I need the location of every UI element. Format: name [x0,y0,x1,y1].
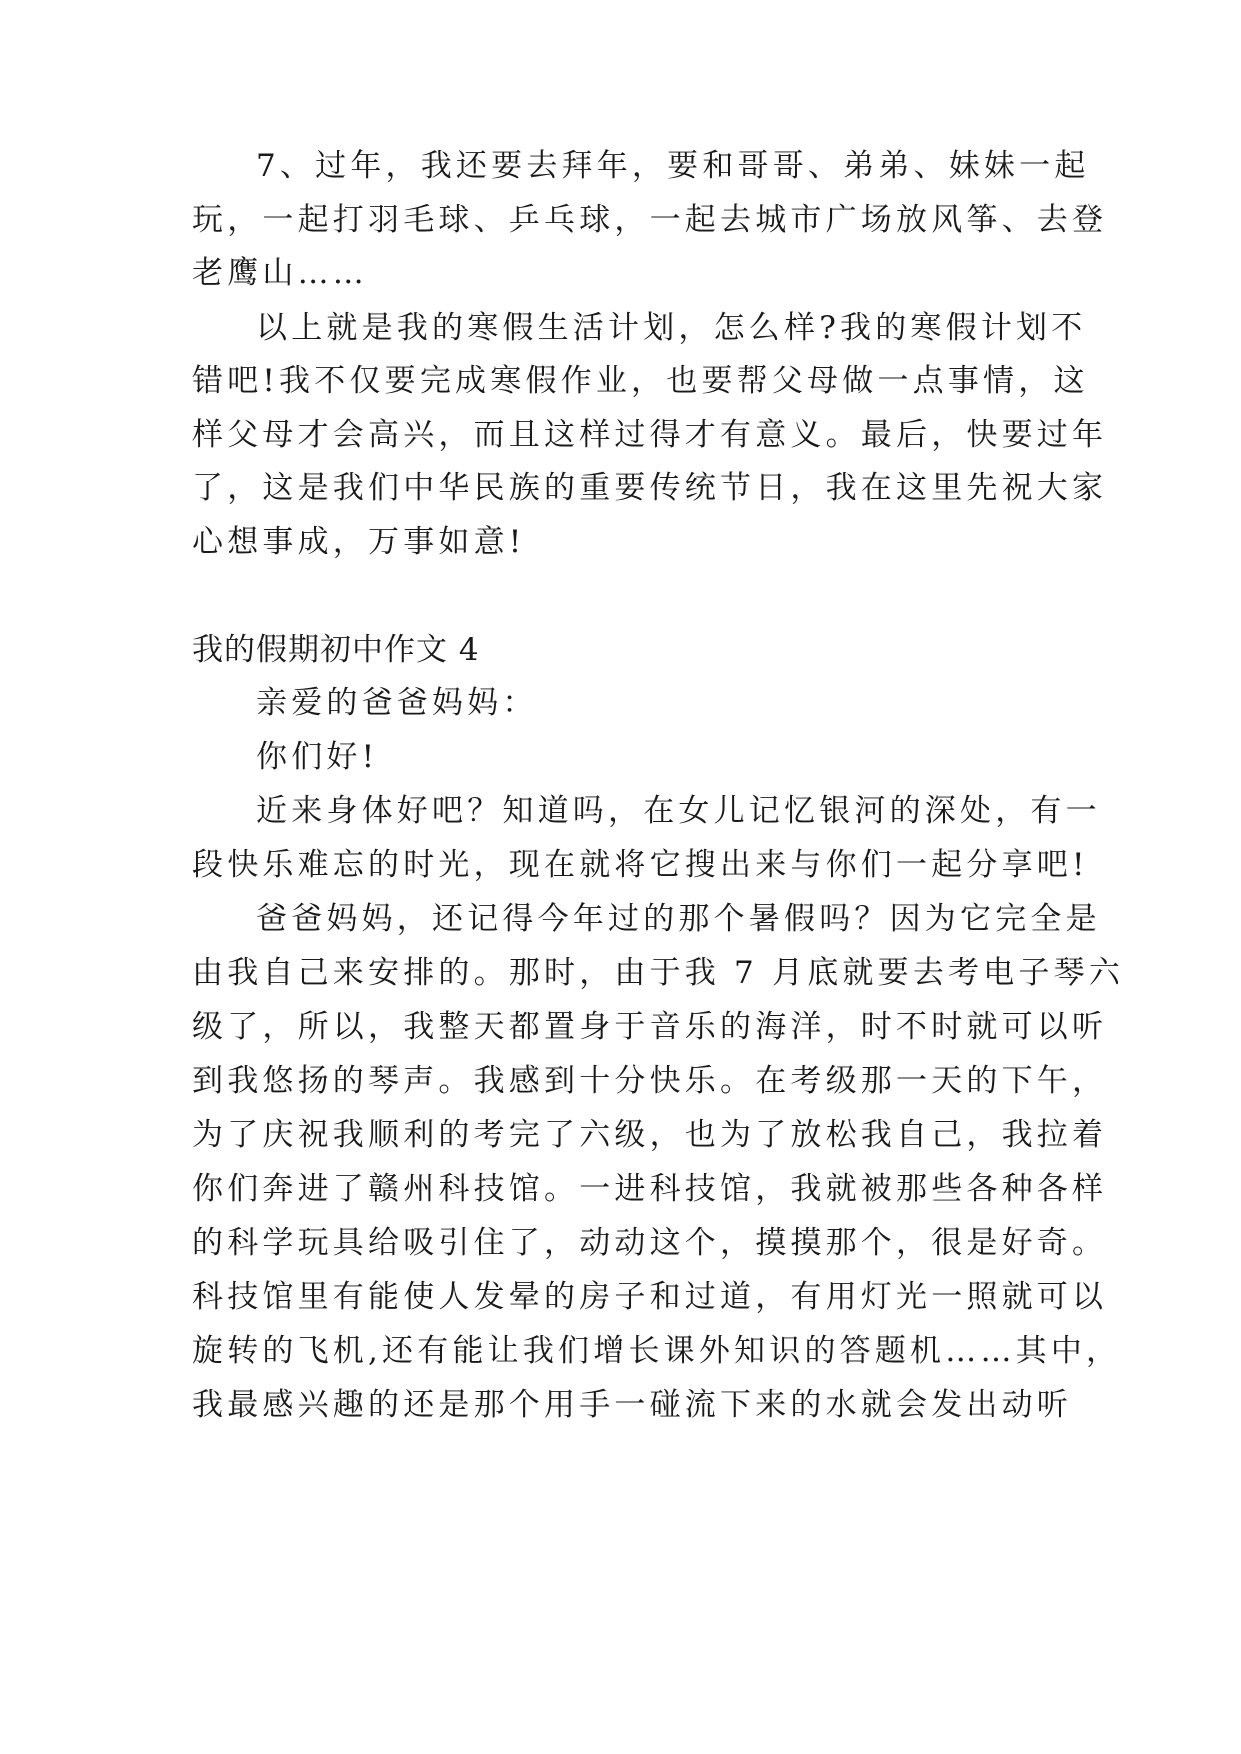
salutation: 亲爱的爸爸妈妈： [256,685,538,721]
paragraph-line: 错吧!我不仅要完成寒假作业，也要帮父母做一点事情，这 [192,363,1089,399]
paragraph-line: 的科学玩具给吸引住了，动动这个，摸摸那个，很是好奇。 [192,1225,1108,1261]
greeting: 你们好! [256,739,379,775]
paragraph-line: 科技馆里有能使人发晕的房子和过道，有用灯光一照就可以 [192,1279,1108,1315]
paragraph-line: 你们奔进了赣州科技馆。一进科技馆，我就被那些各种各样 [192,1171,1108,1207]
paragraph-line: 到我悠扬的琴声。我感到十分快乐。在考级那一天的下午， [192,1063,1108,1099]
paragraph-line: 心想事成，万事如意! [192,524,526,560]
section-heading: 我的假期初中作文 4 [192,632,480,668]
paragraph-line: 以上就是我的寒假生活计划，怎么样?我的寒假计划不 [256,310,1087,346]
paragraph-line: 爸爸妈妈，还记得今年过的那个暑假吗？因为它完全是 [256,901,1101,937]
paragraph-line: 段快乐难忘的时光，现在就将它搜出来与你们一起分享吧! [192,847,1089,883]
paragraph-line: 玩，一起打羽毛球、乒乓球，一起去城市广场放风筝、去登 [192,202,1108,238]
paragraph-line: 级了，所以，我整天都置身于音乐的海洋，时不时就可以听 [192,1009,1108,1045]
paragraph-line: 老鹰山…… [192,255,368,291]
paragraph-line: 由我自己来安排的。那时，由于我 7 月底就要去考电子琴六 [192,955,1125,991]
paragraph-line: 旋转的飞机,还有能让我们增长课外知识的答题机……其中， [192,1333,1122,1369]
paragraph-line: 7、过年，我还要去拜年，要和哥哥、弟弟、妹妹一起 [256,148,1090,184]
paragraph-line: 样父母才会高兴，而且这样过得才有意义。最后，快要过年 [192,417,1108,453]
paragraph-line: 了，这是我们中华民族的重要传统节日，我在这里先祝大家 [192,470,1108,506]
paragraph-line: 近来身体好吧？知道吗，在女儿记忆银河的深处，有一 [256,793,1101,829]
paragraph-line: 我最感兴趣的还是那个用手一碰流下来的水就会发出动听 [192,1387,1072,1423]
paragraph-line: 为了庆祝我顺利的考完了六级，也为了放松我自己，我拉着 [192,1117,1108,1153]
